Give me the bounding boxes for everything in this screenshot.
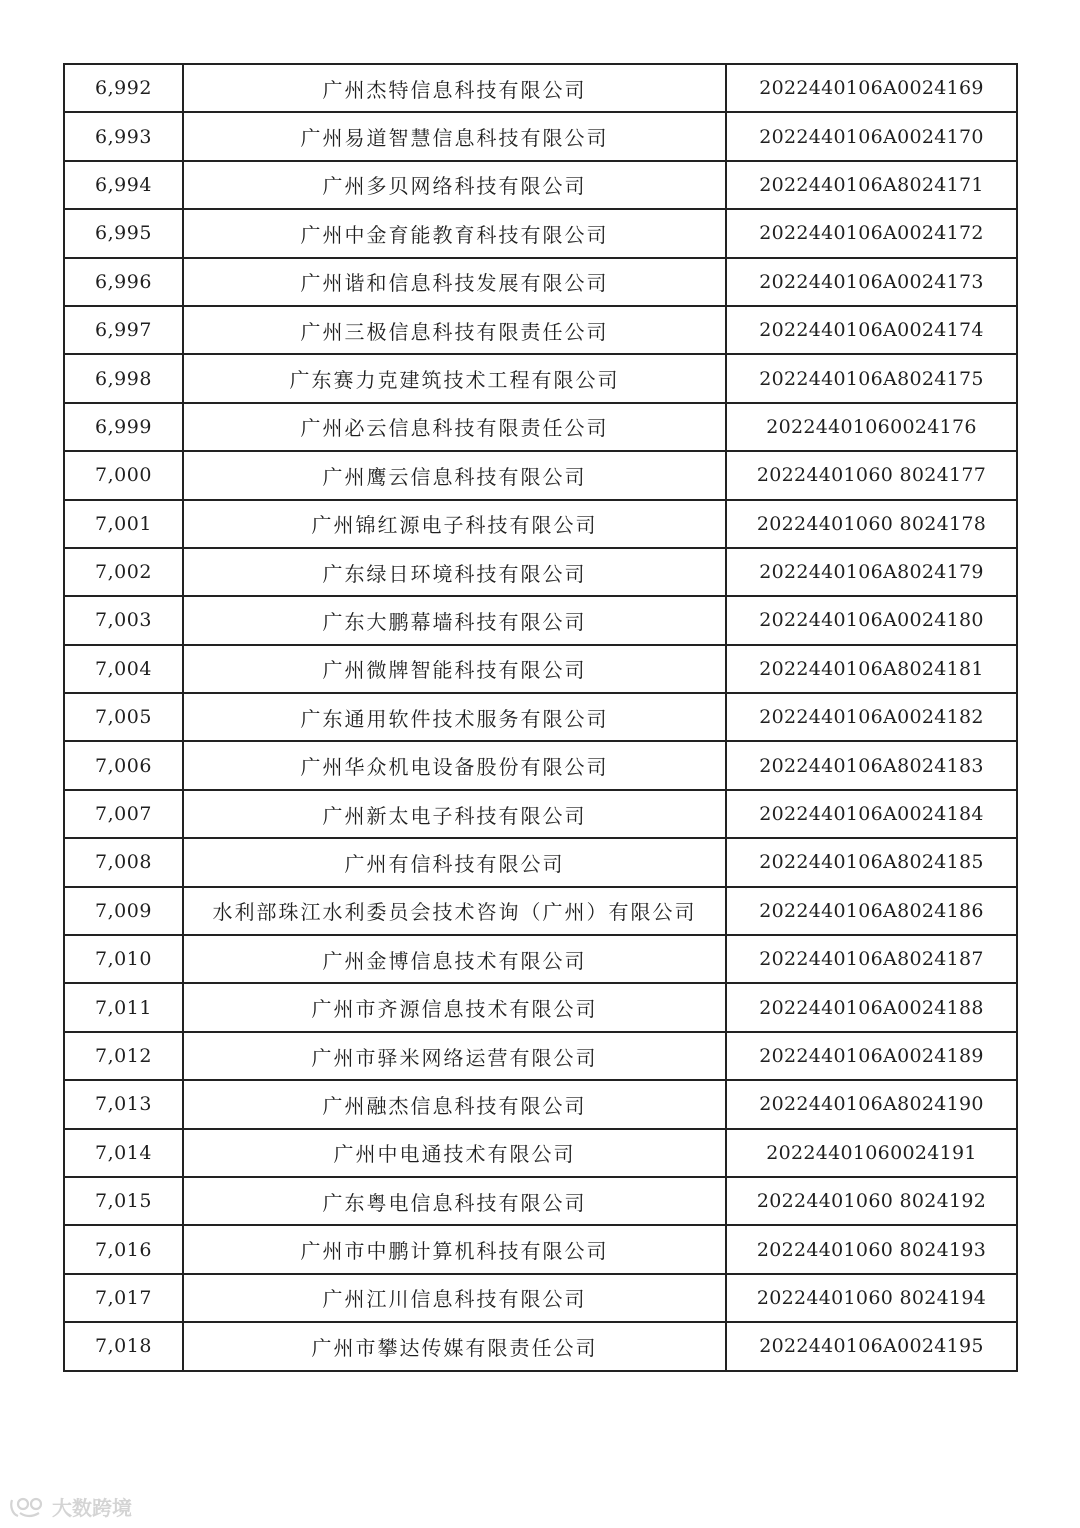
registration-code-cell: 2022440106A0024170 <box>726 112 1017 160</box>
watermark-text: 大数跨境 <box>52 1496 132 1520</box>
row-index-cell: 7,004 <box>64 645 183 693</box>
company-name-cell: 广州市攀达传媒有限责任公司 <box>183 1322 726 1370</box>
registration-code-cell: 2022440106A8024187 <box>726 935 1017 983</box>
company-name-cell: 广州市齐源信息技术有限公司 <box>183 983 726 1031</box>
row-index-cell: 7,017 <box>64 1274 183 1322</box>
table-row <box>64 403 1017 451</box>
registration-code-cell: 2022440106A0024169 <box>726 64 1017 112</box>
company-name-cell: 广州华众机电设备股份有限公司 <box>183 741 726 789</box>
row-index-cell: 6,994 <box>64 161 183 209</box>
company-name-cell: 广州鹰云信息科技有限公司 <box>183 451 726 499</box>
table-row <box>64 1129 1017 1177</box>
table-row <box>64 354 1017 402</box>
row-index-cell: 7,002 <box>64 548 183 596</box>
registration-code-cell: 2022440106A8024171 <box>726 161 1017 209</box>
row-index-cell: 6,997 <box>64 306 183 354</box>
row-index-cell: 7,016 <box>64 1225 183 1273</box>
registration-code-cell: 2022440106A0024184 <box>726 790 1017 838</box>
registration-code-cell: 2022440106A0024173 <box>726 258 1017 306</box>
table-row <box>64 548 1017 596</box>
registration-code-cell: 20224401060 8024194 <box>726 1274 1017 1322</box>
table-row <box>64 741 1017 789</box>
table-row <box>64 887 1017 935</box>
registration-code-cell: 2022440106A0024172 <box>726 209 1017 257</box>
registration-code-cell: 2022440106A8024185 <box>726 838 1017 886</box>
row-index-cell: 7,003 <box>64 596 183 644</box>
table-row <box>64 935 1017 983</box>
table-row <box>64 983 1017 1031</box>
company-name-cell: 广州易道智慧信息科技有限公司 <box>183 112 726 160</box>
registration-code-cell: 2022440106A8024175 <box>726 354 1017 402</box>
registration-code-cell: 2022440106A8024181 <box>726 645 1017 693</box>
row-index-cell: 7,010 <box>64 935 183 983</box>
table-row <box>64 838 1017 886</box>
company-name-cell: 广东粤电信息科技有限公司 <box>183 1177 726 1225</box>
row-index-cell: 6,999 <box>64 403 183 451</box>
table-row <box>64 1225 1017 1273</box>
registration-code-cell: 2022440106A0024189 <box>726 1032 1017 1080</box>
company-name-cell: 广州杰特信息科技有限公司 <box>183 64 726 112</box>
table-row <box>64 112 1017 160</box>
registration-code-cell: 20224401060 8024177 <box>726 451 1017 499</box>
row-index-cell: 6,998 <box>64 354 183 402</box>
data-table <box>63 63 1018 1372</box>
company-name-cell: 广州微牌智能科技有限公司 <box>183 645 726 693</box>
table-row <box>64 1032 1017 1080</box>
row-index-cell: 7,013 <box>64 1080 183 1128</box>
company-name-cell: 广东通用软件技术服务有限公司 <box>183 693 726 741</box>
table-row <box>64 1322 1017 1370</box>
registration-code-cell: 2022440106A0024182 <box>726 693 1017 741</box>
company-name-cell: 广东大鹏幕墙科技有限公司 <box>183 596 726 644</box>
registration-code-cell: 2022440106A0024174 <box>726 306 1017 354</box>
company-name-cell: 水利部珠江水利委员会技术咨询（广州）有限公司 <box>183 887 726 935</box>
company-name-cell: 广州必云信息科技有限责任公司 <box>183 403 726 451</box>
registration-code-cell: 2022440106A8024186 <box>726 887 1017 935</box>
company-name-cell: 广州市驿米网络运营有限公司 <box>183 1032 726 1080</box>
company-name-cell: 广州江川信息科技有限公司 <box>183 1274 726 1322</box>
brand-logo-icon <box>8 1494 48 1520</box>
row-index-cell: 7,007 <box>64 790 183 838</box>
table-row <box>64 1274 1017 1322</box>
table-row <box>64 645 1017 693</box>
registration-code-cell: 2022440106A8024179 <box>726 548 1017 596</box>
table-row <box>64 500 1017 548</box>
registration-code-cell: 2022440106A0024188 <box>726 983 1017 1031</box>
row-index-cell: 7,009 <box>64 887 183 935</box>
company-name-cell: 广州锦红源电子科技有限公司 <box>183 500 726 548</box>
table-row <box>64 64 1017 112</box>
company-list-table <box>63 63 1016 1372</box>
table-row <box>64 790 1017 838</box>
registration-code-cell: 2022440106A8024183 <box>726 741 1017 789</box>
registration-code-cell: 20224401060 8024193 <box>726 1225 1017 1273</box>
row-index-cell: 7,005 <box>64 693 183 741</box>
table-row <box>64 161 1017 209</box>
company-name-cell: 广东绿日环境科技有限公司 <box>183 548 726 596</box>
company-name-cell: 广州市中鹏计算机科技有限公司 <box>183 1225 726 1273</box>
registration-code-cell: 20224401060 8024178 <box>726 500 1017 548</box>
table-row <box>64 306 1017 354</box>
row-index-cell: 7,015 <box>64 1177 183 1225</box>
table-row <box>64 1080 1017 1128</box>
row-index-cell: 6,992 <box>64 64 183 112</box>
row-index-cell: 7,006 <box>64 741 183 789</box>
row-index-cell: 7,012 <box>64 1032 183 1080</box>
registration-code-cell: 2022440106A8024190 <box>726 1080 1017 1128</box>
table-row <box>64 451 1017 499</box>
row-index-cell: 6,996 <box>64 258 183 306</box>
table-row <box>64 596 1017 644</box>
row-index-cell: 7,011 <box>64 983 183 1031</box>
company-name-cell: 广州金博信息技术有限公司 <box>183 935 726 983</box>
company-name-cell: 广州融杰信息科技有限公司 <box>183 1080 726 1128</box>
table-body <box>64 64 1017 1371</box>
registration-code-cell: 20224401060 8024192 <box>726 1177 1017 1225</box>
company-name-cell: 广州新太电子科技有限公司 <box>183 790 726 838</box>
row-index-cell: 7,014 <box>64 1129 183 1177</box>
registration-code-cell: 2022440106A0024180 <box>726 596 1017 644</box>
table-row <box>64 1177 1017 1225</box>
company-name-cell: 广州多贝网络科技有限公司 <box>183 161 726 209</box>
watermark <box>8 1492 132 1521</box>
company-name-cell: 广州中电通技术有限公司 <box>183 1129 726 1177</box>
row-index-cell: 7,018 <box>64 1322 183 1370</box>
company-name-cell: 广州三极信息科技有限责任公司 <box>183 306 726 354</box>
company-name-cell: 广州中金育能教育科技有限公司 <box>183 209 726 257</box>
registration-code-cell: 2022440106A0024195 <box>726 1322 1017 1370</box>
company-name-cell: 广州有信科技有限公司 <box>183 838 726 886</box>
row-index-cell: 6,995 <box>64 209 183 257</box>
table-row <box>64 209 1017 257</box>
row-index-cell: 6,993 <box>64 112 183 160</box>
table-row <box>64 693 1017 741</box>
registration-code-cell: 20224401060024176 <box>726 403 1017 451</box>
table-row <box>64 258 1017 306</box>
company-name-cell: 广东赛力克建筑技术工程有限公司 <box>183 354 726 402</box>
row-index-cell: 7,001 <box>64 500 183 548</box>
registration-code-cell: 20224401060024191 <box>726 1129 1017 1177</box>
company-name-cell: 广州谐和信息科技发展有限公司 <box>183 258 726 306</box>
row-index-cell: 7,008 <box>64 838 183 886</box>
row-index-cell: 7,000 <box>64 451 183 499</box>
